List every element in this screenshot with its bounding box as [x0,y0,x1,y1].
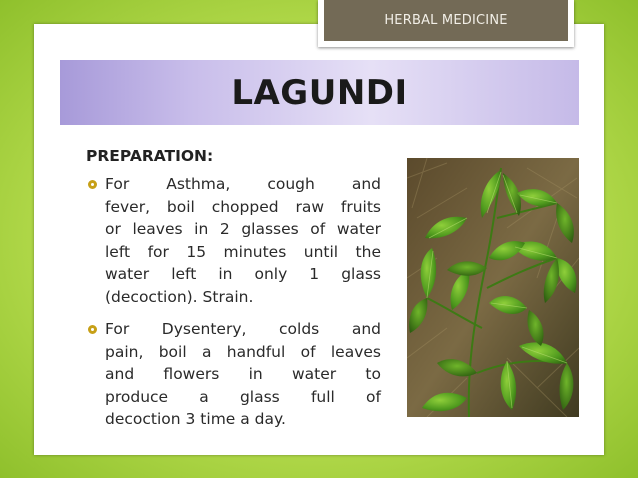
lagundi-plant-image [407,158,579,417]
title-band [60,60,579,125]
bullet-line: For Dysentery, colds and [105,320,381,338]
section-heading: PREPARATION: [86,147,214,165]
bullet-circle-icon [88,325,97,334]
bullet-line: (decoction). Strain. [105,287,254,306]
bullet-line: For Asthma, cough and [105,175,381,193]
header-tab [318,0,574,47]
bullet-text [105,318,381,431]
bullet-line: fever, boil chopped raw fruits [105,197,381,216]
bullet-line: left for 15 minutes until the [105,242,381,261]
bullet-line: produce a glass full of [105,387,381,406]
header-label: HERBAL MEDICINE [324,0,568,41]
slide-title: LAGUNDI [231,72,408,113]
bullet-line: and flowers in water to [105,365,381,383]
bullet-line: decoction 3 time a day. [105,410,286,428]
bullet-line: or leaves in 2 glasses of water [105,220,381,238]
bullet-line: water left in only 1 glass [105,265,381,283]
bullet-line: pain, boil a handful of leaves [105,342,381,361]
bullet-circle-icon [88,180,97,189]
bullet-text [105,173,381,308]
